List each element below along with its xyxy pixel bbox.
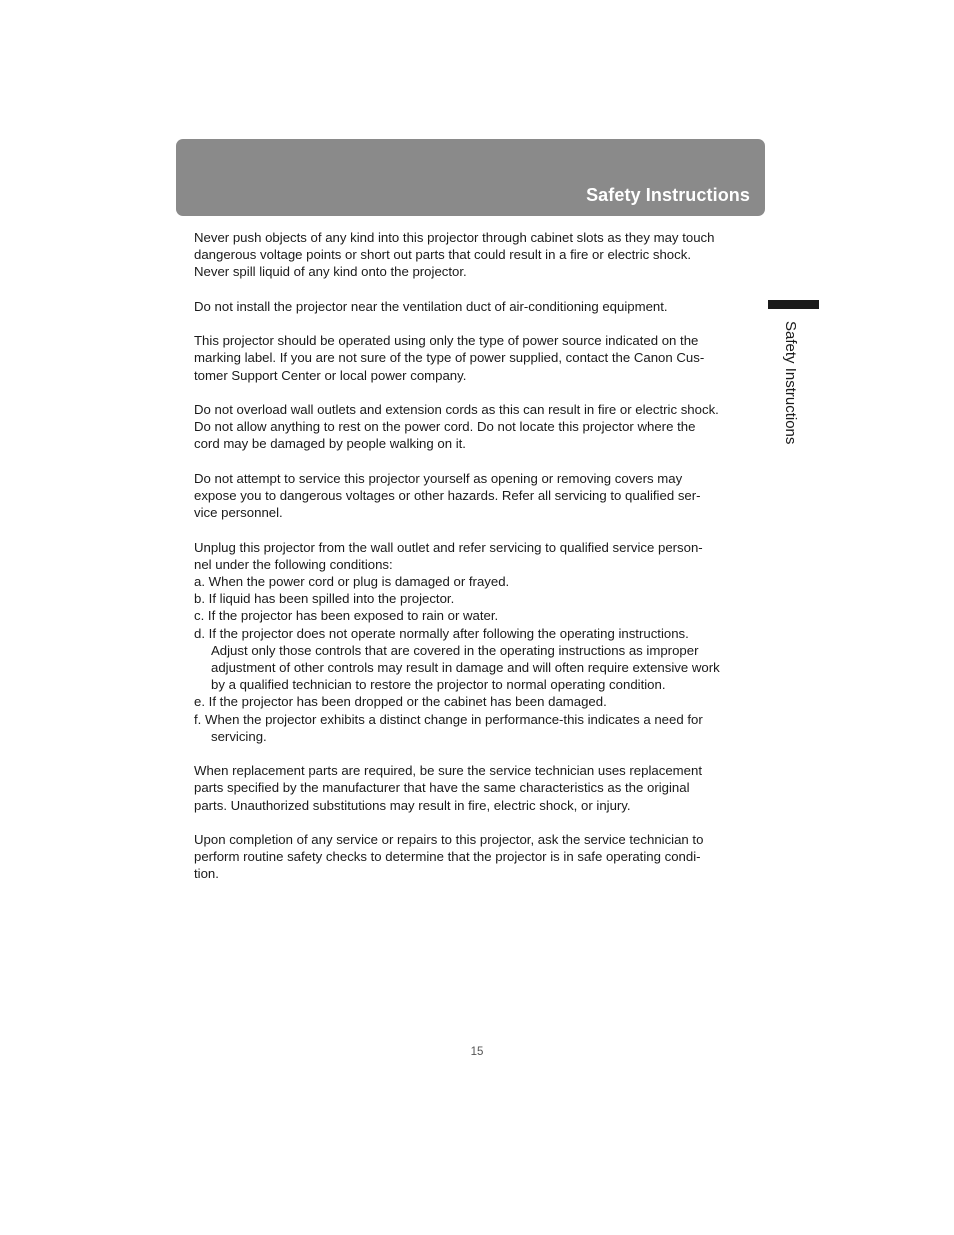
- text-line: dangerous voltage points or short out parts that could result in a fire or electric shock.: [194, 247, 691, 263]
- text-line: Unplug this projector from the wall outlet and refer servicing to qualified service person-: [194, 539, 703, 555]
- text-line: expose you to dangerous voltages or other hazards. Refer all servicing to qualified ser-: [194, 487, 701, 503]
- list-item: b. If liquid has been spilled into the projector.: [194, 591, 455, 607]
- text-line: Do not attempt to service this projector yourself as opening or removing covers may: [194, 470, 683, 486]
- text-line: Do not install the projector near the ventilation duct of air-conditioning equipment.: [194, 298, 668, 314]
- text-line: tion.: [194, 866, 219, 882]
- side-tab-marker: [768, 300, 819, 309]
- list-item-continuation: servicing.: [211, 728, 267, 744]
- list-item-continuation: by a qualified technician to restore the projector to normal operating condition.: [211, 677, 666, 693]
- text-line: Never spill liquid of any kind onto the projector.: [194, 264, 467, 280]
- text-line: Upon completion of any service or repairs to this projector, ask the service technician to: [194, 832, 704, 847]
- paragraph-power-source: [194, 332, 754, 384]
- list-item: e. If the projector has been dropped or the cabinet has been damaged.: [194, 694, 607, 710]
- text-line: tomer Support Center or local power company.: [194, 367, 467, 383]
- list-item: d. If the projector does not operate normally after following the operating instructions.: [194, 625, 689, 641]
- body-text: [194, 229, 754, 900]
- list-item-continuation: adjustment of other controls may result in damage and will often require extensive work: [211, 660, 720, 675]
- list-item-continuation: Adjust only those controls that are covered in the operating instructions as improper: [211, 642, 699, 658]
- text-line: This projector should be operated using only the type of power source indicated on the: [194, 333, 699, 349]
- paragraph-foreign-objects: [194, 229, 754, 281]
- text-line: parts. Unauthorized substitutions may result in fire, electric shock, or injury.: [194, 797, 631, 813]
- text-line: When replacement parts are required, be sure the service technician uses replacement: [194, 763, 702, 779]
- text-line: nel under the following conditions:: [194, 556, 393, 572]
- paragraph-servicing: [194, 470, 754, 522]
- text-line: cord may be damaged by people walking on it.: [194, 436, 466, 452]
- paragraph-replacement-parts: [194, 762, 754, 814]
- text-line: Do not overload wall outlets and extension cords as this can result in fire or electric shock.: [194, 401, 719, 417]
- paragraph-ventilation: [194, 298, 754, 315]
- paragraph-safety-checks: [194, 831, 754, 883]
- page-number: 15: [470, 1046, 484, 1058]
- text-line: Do not allow anything to rest on the power cord. Do not locate this projector where the: [194, 419, 696, 435]
- list-item: a. When the power cord or plug is damaged or frayed.: [194, 573, 510, 589]
- section-header-band: [176, 139, 765, 216]
- paragraph-unplug-conditions: [194, 539, 754, 745]
- text-line: perform routine safety checks to determine that the projector is in safe operating condi-: [194, 849, 701, 865]
- paragraph-overload: [194, 401, 754, 453]
- text-line: vice personnel.: [194, 505, 283, 521]
- text-line: Never push objects of any kind into this projector through cabinet slots as they may touch: [194, 230, 715, 245]
- text-line: parts specified by the manufacturer that have the same characteristics as the original: [194, 780, 690, 796]
- list-item: f. When the projector exhibits a distinct change in performance-this indicates a need for: [194, 711, 703, 727]
- side-tab-label: Safety Instructions: [782, 321, 799, 445]
- section-title: Safety Instructions: [586, 185, 750, 205]
- list-item: c. If the projector has been exposed to rain or water.: [194, 608, 499, 624]
- text-line: marking label. If you are not sure of the type of power supplied, contact the Canon Cus-: [194, 350, 705, 366]
